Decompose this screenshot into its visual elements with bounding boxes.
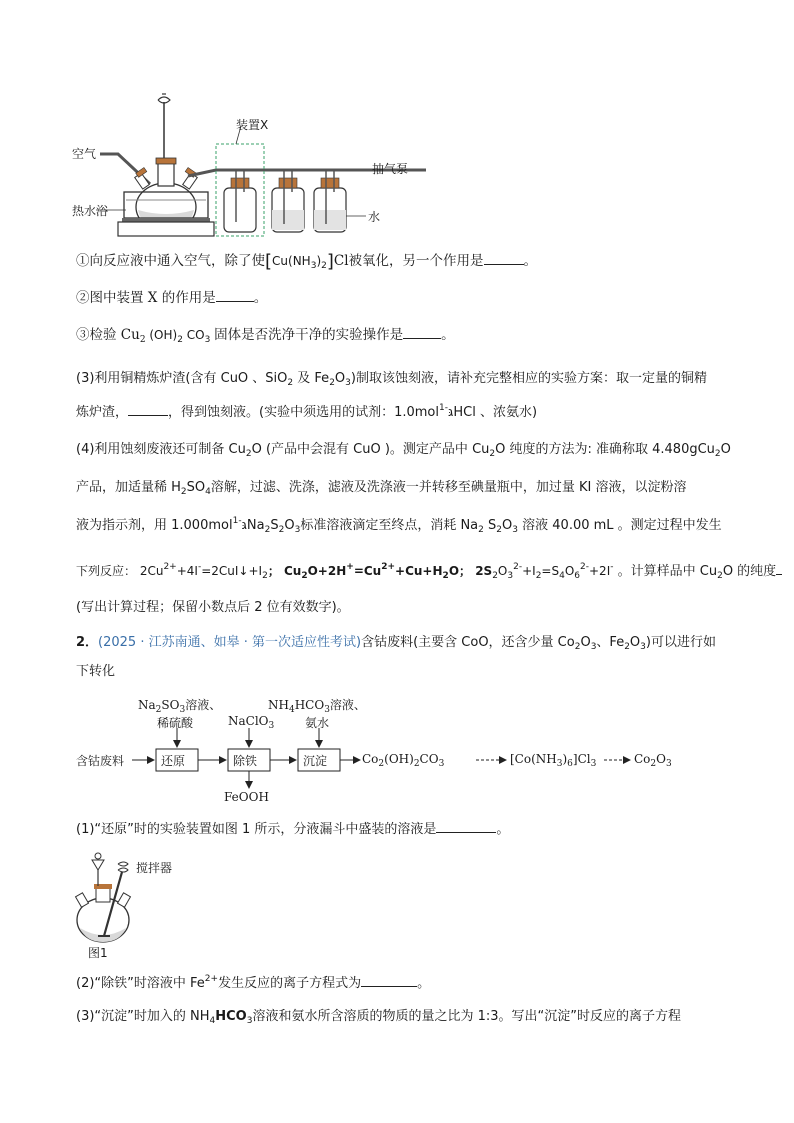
part4-line3: 液为指示剂，用 1.000molגּ$^{-1}$ $Na_2S_2O_3$标准溶液滴定至终点，消耗 $Na_2$ $S_2O_3$ 溶液 40.00 mL 。测定过程中发生 [76,516,722,535]
part3-line2: 炼炉渣， ，得到蚀刻液。(实验中须选用的试剂：1.0molגּ$^{-1}$ HCl 、浓氨水) [76,403,538,420]
subquestion-3: ③检验 $Cu_2$ $(OH)_2$ $CO_3$ 固体是否洗净干净的实验操作是 。 [76,327,455,345]
flow-step-3: 沉淀 [303,754,328,768]
question-2-line1: 2．(2025 · 江苏南通、如皋 · 第一次适应性考试)含钴废料(主要含 CoO，还含少量 $Co_2O_3$、$Fe_2O_3$)可以进行如 [76,635,716,652]
flow-reagent-3b: 氨水 [305,716,330,730]
subquestion-2: ②图中装置 X 的作用是 。 [76,290,268,306]
flow-product-1: $Co_2(OH)_2CO_3$ [362,752,445,769]
flow-reagent-2: NaClO$_3$ [228,714,275,731]
q2-part3: (3)“沉淀”时加入的 $NH_4HCO_3$溶液和氨水所含溶质的物质的量之比为 1:3。写出“沉淀”时反应的离子方程 [76,1009,682,1026]
air-label: 空气 [72,147,97,161]
flow-reagent-3: $NH_4HCO_3$溶液、 [268,698,366,715]
part4-line2: 产品，加适量稀 $H_2SO_4$溶解，过滤、洗涤，滤液及洗涤液一并转移至碘量瓶中，加过量 KI 溶液，以淀粉溶 [76,480,687,497]
question-source: (2025 · 江苏南通、如皋 · 第一次适应性考试) [98,635,362,650]
flow-product-2: $[Co(NH_3)_6]Cl_3$ [510,752,597,769]
part3-line1: (3)利用铜精炼炉渣(含有 CuO 、SiO$_2$ 及 $Fe_2O_3$)制取该蚀刻液，请补充完整相应的实验方案：取一定量的铜精 [76,371,707,388]
flow-start: 含钴废料 [76,754,125,768]
water-label: 水 [368,210,381,224]
question-2-line2: 下转化 [76,664,116,679]
q2-part1: (1)“还原”时的实验装置如图 1 所示，分液漏斗中盛装的溶液是 。 [76,822,510,837]
subquestion-1: ①向反应液中通入空气，除了使$[Cu(NH_3)_2]Cl$被氧化，另一个作用是 。 [76,251,538,272]
flow-byproduct: FeOOH [224,790,269,804]
flow-reagent-1: $Na_2SO_3$溶液、 [138,698,222,715]
pump-label: 抽气泵 [372,162,409,176]
bath-label: 热水浴 [72,204,109,218]
part4-line1: (4)利用蚀刻废液还可制备 $Cu_2O$ (产品中会混有 CuO )。测定产品中 $Cu_2O$ 纯度的方法为: 准确称取 4.480gCu$_2$O [76,442,731,459]
flow-step-2: 除铁 [233,754,258,768]
figure-1-label: 图1 [88,946,108,960]
flow-step-1: 还原 [161,754,186,768]
device-x-label: 装置X [236,118,269,132]
part4-line4: 下列反应： $2Cu^{2+}+4I^-=2CuI↓+I_2$； $Cu_2O+2H^+=Cu^{2+}+Cu+H_2O$； $2S_2O_3^{2-}+I_2=S_4O_6^{2-}+2I^-$ 。计算样品中 $Cu_2O$ 的纯度 [76,561,782,582]
flow-product-3: $Co_2O_3$ [634,752,672,769]
q2-part2: (2)“除铁”时溶液中 $Fe^{2+}$发生反应的离子方程式为 。 [76,974,431,991]
stirrer-label: 搅拌器 [136,861,173,875]
part4-line5: (写出计算过程；保留小数点后 2 位有效数字)。 [76,600,350,615]
flow-reagent-1b: 稀硫酸 [157,716,194,730]
